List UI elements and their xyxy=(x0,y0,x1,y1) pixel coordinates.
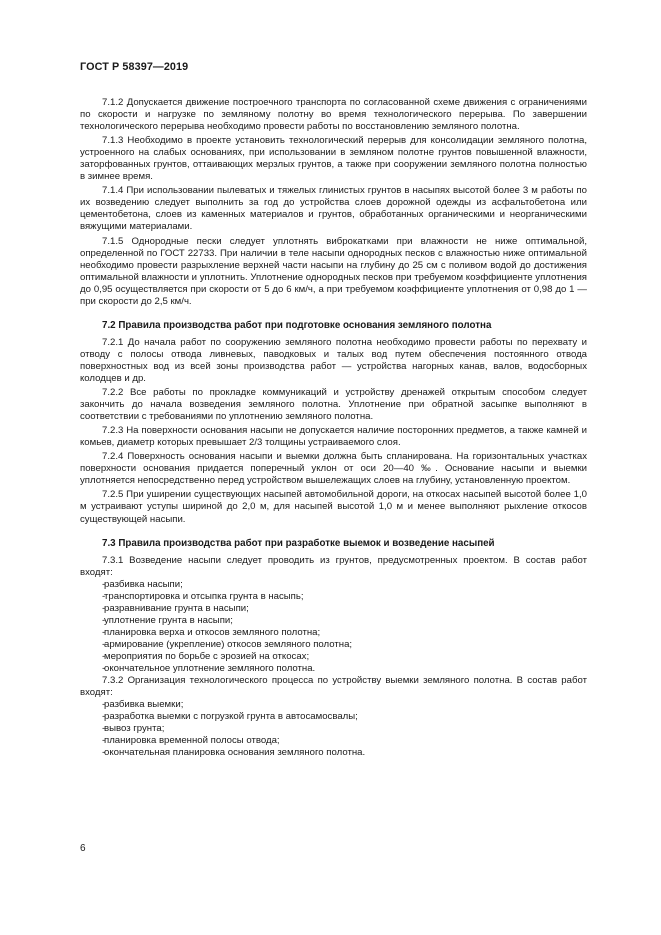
paragraph-7-2-1: 7.2.1 До начала работ по сооружению земляного полотна необходимо провести работы по перехвату и отводу с полосы отвода ливневых, паводковых и талых вод путем обеспечения постоянного отвода поверхностных вод из всей зоны производства работ — устройства нагорных канав, валов, водосборных колодцев и др. xyxy=(80,336,587,384)
paragraph-7-2-3: 7.2.3 На поверхности основания насыпи не допускается наличие посторонних предметов, а также камней и комьев, диаметр которых превышает 2/3 толщины устраиваемого слоя. xyxy=(80,425,587,449)
list-item: - окончательная планировка основания земляного полотна. xyxy=(80,747,587,759)
list-item: - планировка верха и откосов земляного полотна; xyxy=(80,627,587,639)
list-item: - разбивка выемки; xyxy=(80,699,587,711)
list-item: - разбивка насыпи; xyxy=(80,579,587,591)
list-item: - планировка временной полосы отвода; xyxy=(80,735,587,747)
list-item: - вывоз грунта; xyxy=(80,723,587,735)
list-item: - транспортировка и отсыпка грунта в насыпь; xyxy=(80,591,587,603)
work-list-excavation xyxy=(80,699,587,759)
list-item: - разравнивание грунта в насыпи; xyxy=(80,603,587,615)
list-item: - армирование (укрепление) откосов земляного полотна; xyxy=(80,639,587,651)
paragraph-7-2-2: 7.2.2 Все работы по прокладке коммуникаций и устройству дренажей открытым способом следует закончить до начала возведения земляного полотна. Уплотнение при обратной засыпке выполняют в соответствии с требованиями по уплотнению земляного полотна. xyxy=(80,387,587,423)
work-list-embankment xyxy=(80,579,587,675)
paragraph-7-3-2: 7.3.2 Организация технологического процесса по устройству выемки земляного полотна. В состав работ входят: xyxy=(80,675,587,699)
paragraph-7-1-5: 7.1.5 Однородные пески следует уплотнять виброкатками при влажности не ниже оптимальной, определенной по ГОСТ 22733. При наличии в теле насыпи однородных песков с влажностью ниже оптимальной необходимо провести разрыхление верхней части насыпи на глубину до 25 см с поливом водой до достижения оптимальной влажности и уплотнить. Уплотнение однородных песков при требуемом коэффициенте уплотнения до 0,95 осуществляется при скорости от 5 до 6 км/ч, а при требуемом коэффициенте уплотнения от 0,98 до 1 — при скорости до 2,5 км/ч. xyxy=(80,235,587,307)
list-item: - мероприятия по борьбе с эрозией на откосах; xyxy=(80,651,587,663)
paragraph-7-2-5: 7.2.5 При уширении существующих насыпей автомобильной дороги, на откосах насыпей высотой более 1,0 м устраивают уступы шириной до 2,0 м, для насыпей высотой 1,0 м и менее выполняют рыхление откосов существующей насыпи. xyxy=(80,489,587,525)
paragraph-7-1-3: 7.1.3 Необходимо в проекте установить технологический перерыв для консолидации земляного полотна, устроенного на слабых основаниях, при использовании в земляном полотне грунтов повышенной влажности, заторфованных грунтов, оттаивающих мерзлых грунтов, а также при сооружении земляного полотна полностью в зимнее время. xyxy=(80,135,587,183)
document-header: ГОСТ Р 58397—2019 xyxy=(80,61,189,73)
section-heading-7-3: 7.3 Правила производства работ при разработке выемок и возведение насыпей xyxy=(102,537,495,549)
list-item: - разработка выемки с погрузкой грунта в автосамосвалы; xyxy=(80,711,587,723)
paragraph-7-2-4: 7.2.4 Поверхность основания насыпи и выемки должна быть спланирована. На горизонтальных участках поверхности основания придается поперечный уклон от оси 20—40 ‰. Основание насыпи и выемки уплотняется непосредственно перед устройством вышележащих слоев на глубину, установленную проектом. xyxy=(80,451,587,487)
list-item: - уплотнение грунта в насыпи; xyxy=(80,615,587,627)
paragraph-7-1-4: 7.1.4 При использовании пылеватых и тяжелых глинистых грунтов в насыпях высотой более 3 м работы по их возведению следует выполнить за год до устройства слоев дорожной одежды из асфальтобетона или цементобетона, слоев из каменных материалов и грунтов, обработанных органическими и неорганическими вяжущими материалами. xyxy=(80,185,587,233)
section-heading-7-2: 7.2 Правила производства работ при подготовке основания земляного полотна xyxy=(102,319,492,331)
paragraph-7-1-2: 7.1.2 Допускается движение построечного транспорта по согласованной схеме движения с ограничениями по скорости и нагрузке по земляному полотну во время технологического перерыва. По завершении технологического перерыва необходимо провести работы по восстановлению земляного полотна. xyxy=(80,97,587,133)
page-number: 6 xyxy=(80,843,86,854)
paragraph-7-3-1: 7.3.1 Возведение насыпи следует проводить из грунтов, предусмотренных проектом. В состав работ входят: xyxy=(80,554,587,578)
list-item: - окончательное уплотнение земляного полотна. xyxy=(80,663,587,675)
document-body xyxy=(80,97,587,759)
